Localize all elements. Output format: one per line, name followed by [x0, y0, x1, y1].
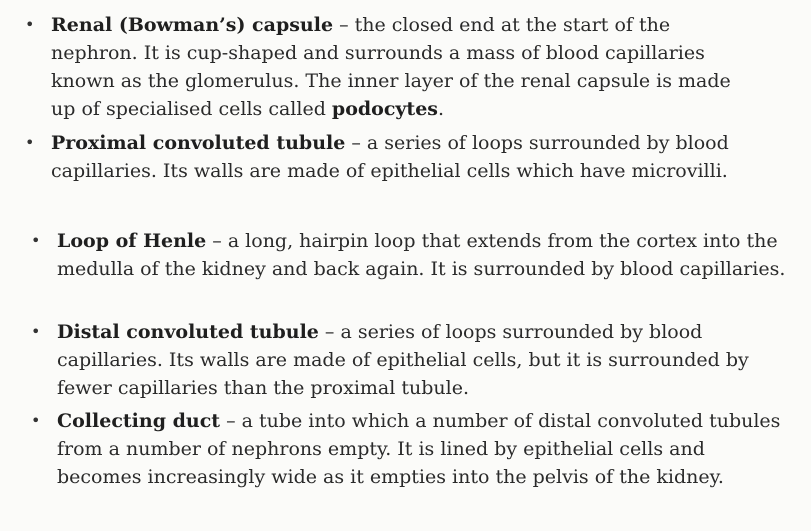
term-collecting-duct: Collecting duct [57, 410, 221, 432]
list-item [31, 227, 787, 283]
term-proximal-convoluted-tubule: Proximal convoluted tubule [51, 132, 346, 154]
item-description: – a series of loops surrounded by blood capillaries. Its walls are made of epithelial cells, but it is surrounded by fewer capillaries than the proximal tubule. [57, 321, 749, 399]
term-renal-capsule: Renal (Bowman’s) capsule [51, 14, 334, 36]
item-description: – a series of loops surrounded by blood capillaries. Its walls are made of epithelial cells which have microvilli. [51, 132, 729, 182]
list-item [25, 129, 751, 185]
bullet-icon: • [31, 231, 41, 250]
item-description-end: . [438, 98, 445, 120]
term-distal-convoluted-tubule: Distal convoluted tubule [57, 321, 319, 343]
item-description: – the closed end at the start of the nephron. It is cup-shaped and surrounds a mass of blood capillaries known as the glomerulus. The inner layer of the renal capsule is made up of specialised cells called [51, 14, 731, 120]
bullet-icon: • [25, 15, 35, 34]
bullet-icon: • [31, 322, 41, 341]
term-loop-of-henle: Loop of Henle [57, 230, 207, 252]
item-description: – a long, hairpin loop that extends from the cortex into the medulla of the kidney and back again. It is surrounded by blood capillaries. [57, 230, 786, 280]
item-description: – a tube into which a number of distal convoluted tubules from a number of nephrons empty. It is lined by epithelial cells and becomes increasingly wide as it empties into the pelvis of the kidney. [57, 410, 781, 488]
list-item [25, 11, 751, 123]
list-item [31, 407, 787, 491]
list-item [31, 318, 787, 402]
term-podocytes: podocytes [331, 98, 438, 120]
bullet-icon: • [25, 133, 35, 152]
bullet-icon: • [31, 411, 41, 430]
